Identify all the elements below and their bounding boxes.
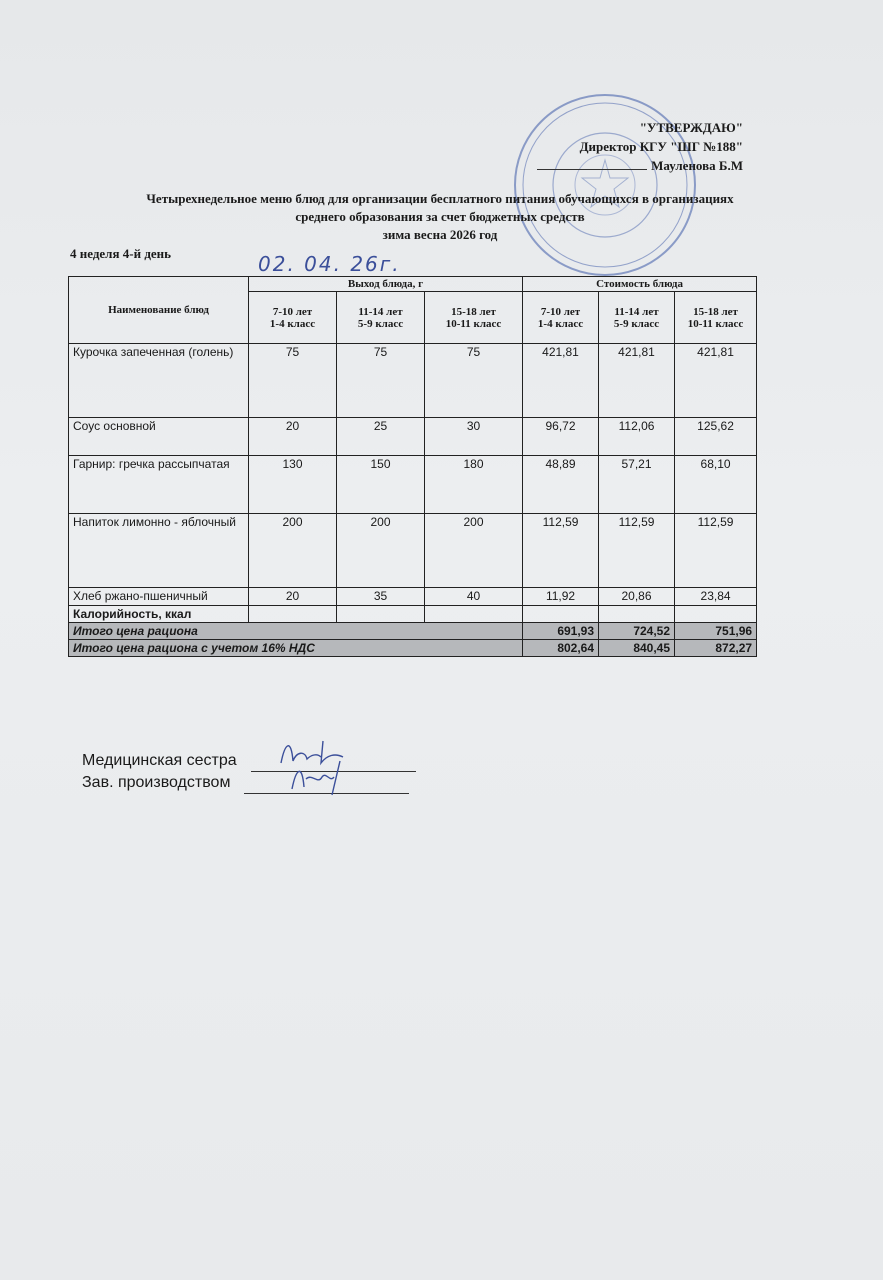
- dish-name: Гарнир: гречка рассыпчатая: [69, 456, 249, 514]
- menu-table: [68, 276, 757, 657]
- signature-line: [537, 169, 647, 170]
- manager-signature-line: [244, 777, 409, 794]
- approval-heading: "УТВЕРЖДАЮ": [639, 120, 743, 135]
- output-value: 35: [337, 588, 425, 606]
- total-label: Итого цена рациона: [69, 623, 523, 640]
- header-output: Выход блюда, г: [249, 277, 523, 292]
- cost-value: 112,59: [675, 514, 757, 588]
- approval-block: [537, 118, 743, 175]
- table-row: [69, 514, 757, 588]
- table-row: [69, 588, 757, 606]
- output-value: 200: [425, 514, 523, 588]
- total-vat-label: Итого цена рациона с учетом 16% НДС: [69, 640, 523, 657]
- header-out-group-3: 15-18 лет 10-11 класс: [425, 292, 523, 344]
- calories-cell: [599, 606, 675, 623]
- dish-name: Соус основной: [69, 418, 249, 456]
- cost-value: 421,81: [523, 344, 599, 418]
- output-value: 40: [425, 588, 523, 606]
- cost-value: 20,86: [599, 588, 675, 606]
- manager-label: Зав. производством: [82, 774, 231, 791]
- calories-cell: [249, 606, 337, 623]
- document-title: [60, 190, 820, 244]
- cost-value: 125,62: [675, 418, 757, 456]
- output-value: 75: [249, 344, 337, 418]
- output-value: 200: [337, 514, 425, 588]
- header-out-group-1: 7-10 лет 1-4 класс: [249, 292, 337, 344]
- calories-cell: [523, 606, 599, 623]
- cost-value: 112,06: [599, 418, 675, 456]
- output-value: 180: [425, 456, 523, 514]
- calories-cell: [337, 606, 425, 623]
- header-dish-name: Наименование блюд: [69, 277, 249, 344]
- output-value: 20: [249, 418, 337, 456]
- header-row-1: [69, 277, 757, 292]
- staff-signatures: [82, 750, 416, 794]
- calories-cell: [425, 606, 523, 623]
- nurse-label: Медицинская сестра: [82, 752, 237, 769]
- cost-value: 48,89: [523, 456, 599, 514]
- table-row: [69, 344, 757, 418]
- header-cost: Стоимость блюда: [523, 277, 757, 292]
- header-cost-group-2: 11-14 лет 5-9 класс: [599, 292, 675, 344]
- cost-value: 96,72: [523, 418, 599, 456]
- dish-name: Хлеб ржано-пшеничный: [69, 588, 249, 606]
- title-line-1: Четырехнедельное меню блюд для организации бесплатного питания обучающихся в организациях: [146, 191, 734, 206]
- output-value: 20: [249, 588, 337, 606]
- total-value: 691,93: [523, 623, 599, 640]
- calories-row: [69, 606, 757, 623]
- cost-value: 11,92: [523, 588, 599, 606]
- calories-cell: [675, 606, 757, 623]
- total-vat-value: 872,27: [675, 640, 757, 657]
- output-value: 30: [425, 418, 523, 456]
- cost-value: 421,81: [675, 344, 757, 418]
- header-cost-group-1: 7-10 лет 1-4 класс: [523, 292, 599, 344]
- cost-value: 68,10: [675, 456, 757, 514]
- cost-value: 421,81: [599, 344, 675, 418]
- table-row: [69, 418, 757, 456]
- cost-value: 23,84: [675, 588, 757, 606]
- title-line-3: зима весна 2026 год: [382, 227, 498, 242]
- output-value: 75: [425, 344, 523, 418]
- week-day-label: 4 неделя 4-й день: [70, 246, 172, 261]
- header-out-group-2: 11-14 лет 5-9 класс: [337, 292, 425, 344]
- cost-value: 57,21: [599, 456, 675, 514]
- director-name: Мауленова Б.М: [651, 158, 743, 173]
- approval-name-row: [537, 156, 743, 175]
- dish-name: Напиток лимонно - яблочный: [69, 514, 249, 588]
- manager-signature: [284, 757, 364, 797]
- total-vat-value: 840,45: [599, 640, 675, 657]
- cost-value: 112,59: [599, 514, 675, 588]
- output-value: 150: [337, 456, 425, 514]
- output-value: 200: [249, 514, 337, 588]
- handwritten-date: 02. 04. 26г.: [258, 252, 401, 276]
- total-row: [69, 623, 757, 640]
- title-line-2: среднего образования за счет бюджетных средств: [295, 209, 585, 224]
- output-value: 25: [337, 418, 425, 456]
- header-cost-group-3: 15-18 лет 10-11 класс: [675, 292, 757, 344]
- total-vat-row: [69, 640, 757, 657]
- calories-label: Калорийность, ккал: [69, 606, 249, 623]
- manager-row: [82, 772, 416, 794]
- approval-position: Директор КГУ "ШГ №188": [579, 139, 743, 154]
- output-value: 130: [249, 456, 337, 514]
- total-vat-value: 802,64: [523, 640, 599, 657]
- nurse-row: [82, 750, 416, 772]
- cost-value: 112,59: [523, 514, 599, 588]
- table-row: [69, 456, 757, 514]
- total-value: 724,52: [599, 623, 675, 640]
- total-value: 751,96: [675, 623, 757, 640]
- dish-name: Курочка запеченная (голень): [69, 344, 249, 418]
- output-value: 75: [337, 344, 425, 418]
